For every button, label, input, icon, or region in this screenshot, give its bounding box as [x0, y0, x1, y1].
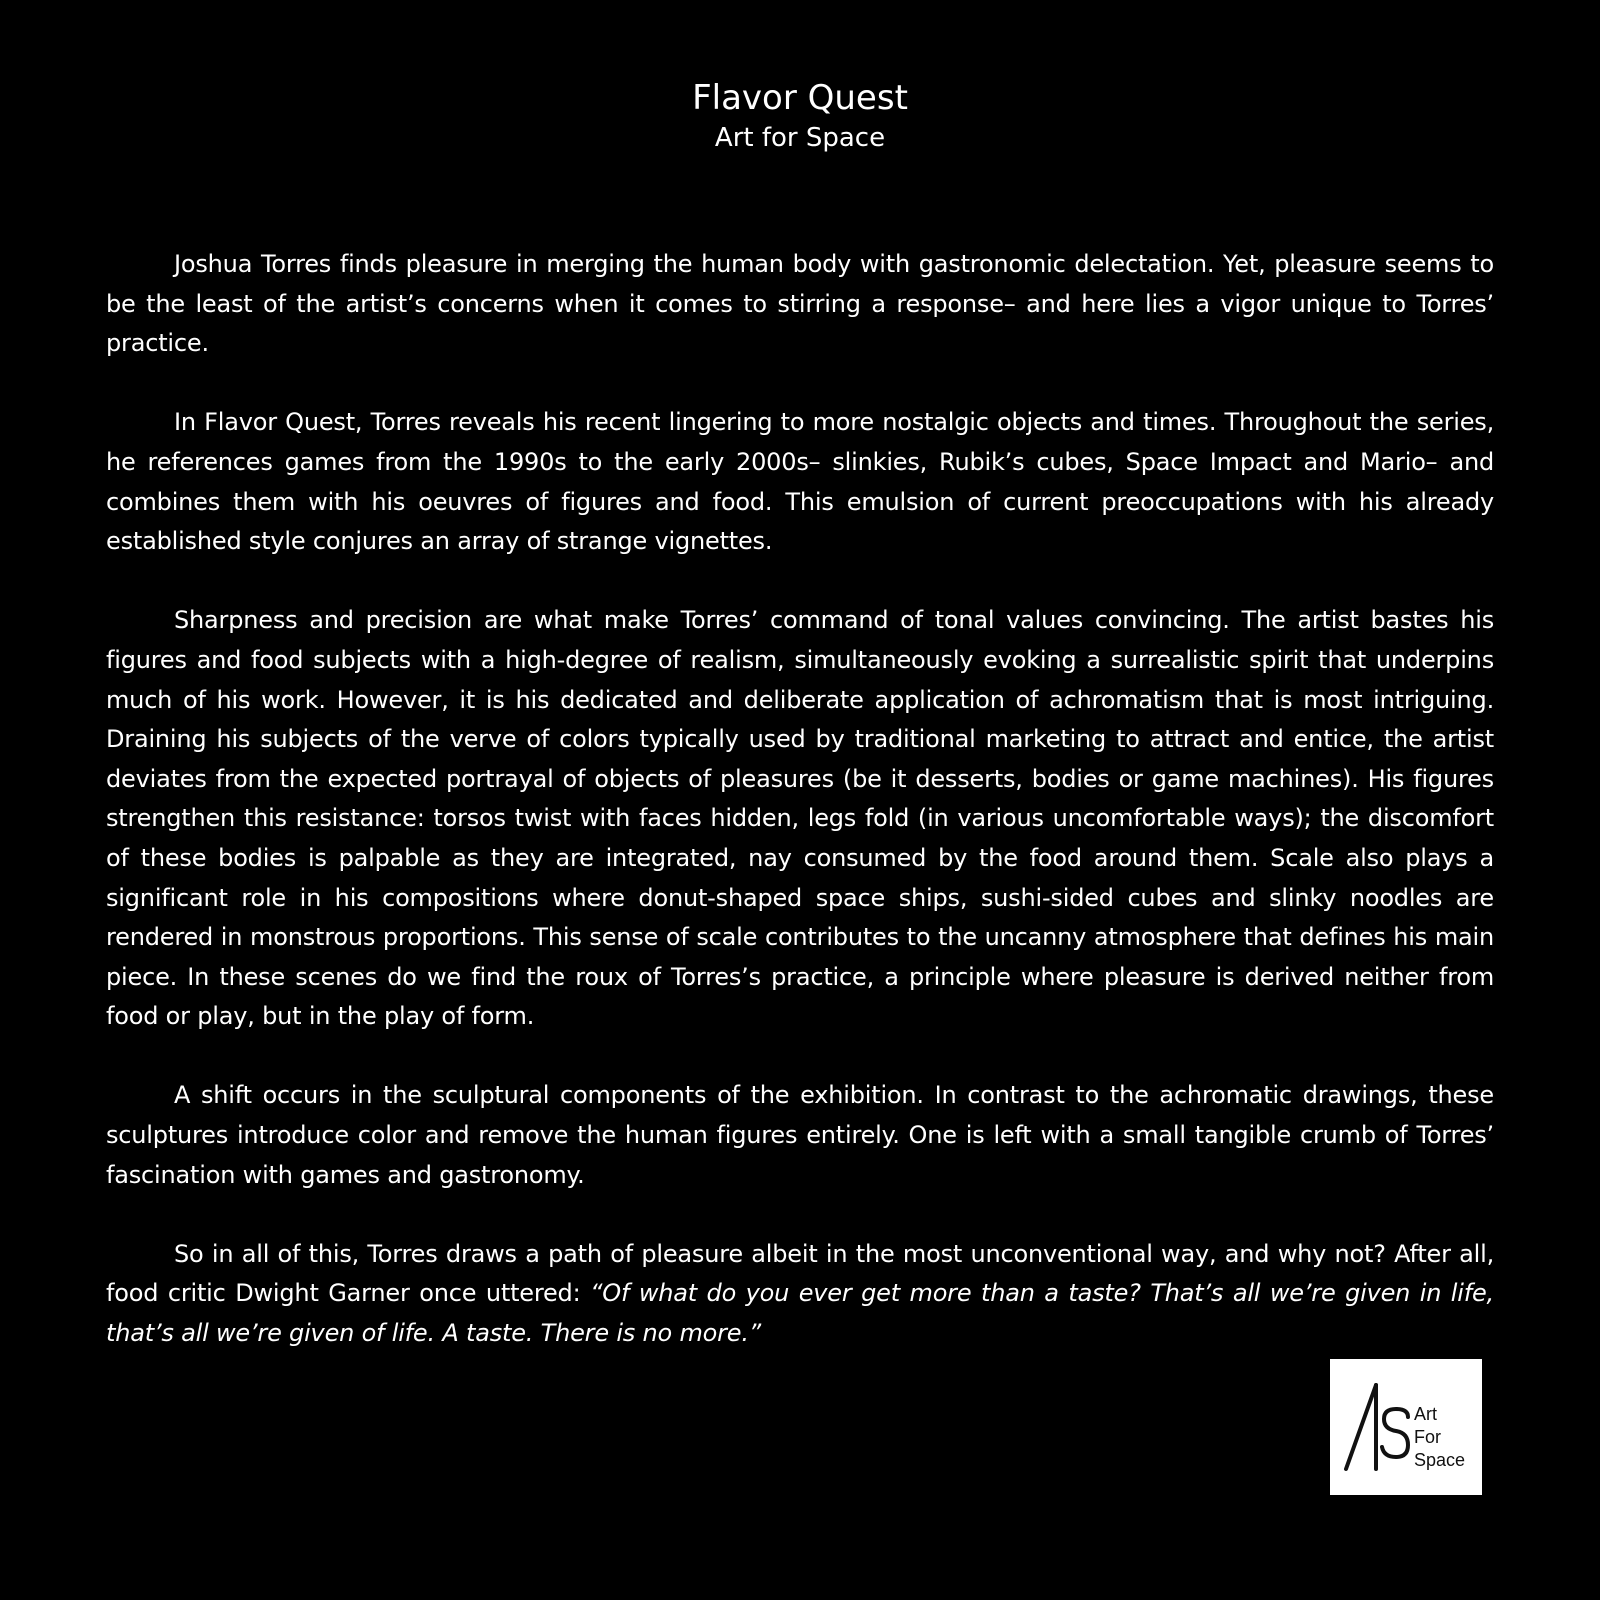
essay-paragraph-5	[106, 1235, 1494, 1354]
page-subtitle: Art for Space	[714, 123, 886, 153]
essay-paragraph-2: In Flavor Quest, Torres reveals his recent lingering to more nostalgic objects and times. Throughout the series, he references games from the 1990s to the early 2000s– slinkies, Rubik’s cubes, Space Impact and Mario– and combines them with his oeuvres of figures and food. This emulsion of current preoccupations with his already established style conjures an array of strange vignettes.	[106, 408, 1494, 556]
page-title: Flavor Quest	[692, 78, 908, 118]
art-for-space-logo	[1330, 1359, 1482, 1495]
closing-quote: “Of what do you ever get more than a taste? That’s all we’re given in life, that’s all we’re given of life. A taste. There is no more.”	[106, 1279, 1494, 1348]
page-header	[0, 76, 1600, 156]
logo-wordmark	[1414, 1403, 1465, 1472]
logo-word-art: Art	[1414, 1404, 1438, 1424]
essay-paragraph-3: Sharpness and precision are what make Torres’ command of tonal values convincing. The artist bastes his figures and food subjects with a high-degree of realism, simultaneously evoking a surrealistic spirit that underpins much of his work. However, it is his dedicated and deliberate application of achromatism that is most intriguing. Draining his subjects of the verve of colors typically used by traditional marketing to attract and entice, the artist deviates from the expected portrayal of objects of pleasures (be it desserts, bodies or game machines). His figures strengthen this resistance: torsos twist with faces hidden, legs fold (in various uncomfortable ways); the discomfort of these bodies is palpable as they are integrated, nay consumed by the food around them. Scale also plays a significant role in his compositions where donut-shaped space ships, sushi-sided cubes and slinky noodles are rendered in monstrous proportions. This sense of scale contributes to the uncanny atmosphere that defines his main piece. In these scenes do we find the roux of Torres’s practice, a principle where pleasure is derived neither from food or play, but in the play of form.	[106, 606, 1494, 1031]
essay-body	[106, 245, 1494, 1354]
afs-monogram-icon	[1342, 1381, 1414, 1473]
essay-paragraph-4: A shift occurs in the sculptural components of the exhibition. In contrast to the achromatic drawings, these sculptures introduce color and remove the human figures entirely. One is left with a small tangible crumb of Torres’ fascination with games and gastronomy.	[106, 1081, 1494, 1189]
essay-paragraph-1: Joshua Torres finds pleasure in merging the human body with gastronomic delectation. Yet, pleasure seems to be the least of the artist’s concerns when it comes to stirring a response– and here lies a vigor unique to Torres’ practice.	[106, 250, 1494, 358]
logo-word-space: Space	[1414, 1450, 1466, 1470]
closing-text: So in all of this, Torres draws a path of pleasure albeit in the most unconventional way, and why not? After all, food critic Dwight Garner once uttered:	[106, 1239, 1494, 1308]
logo-word-for: For	[1414, 1427, 1441, 1447]
